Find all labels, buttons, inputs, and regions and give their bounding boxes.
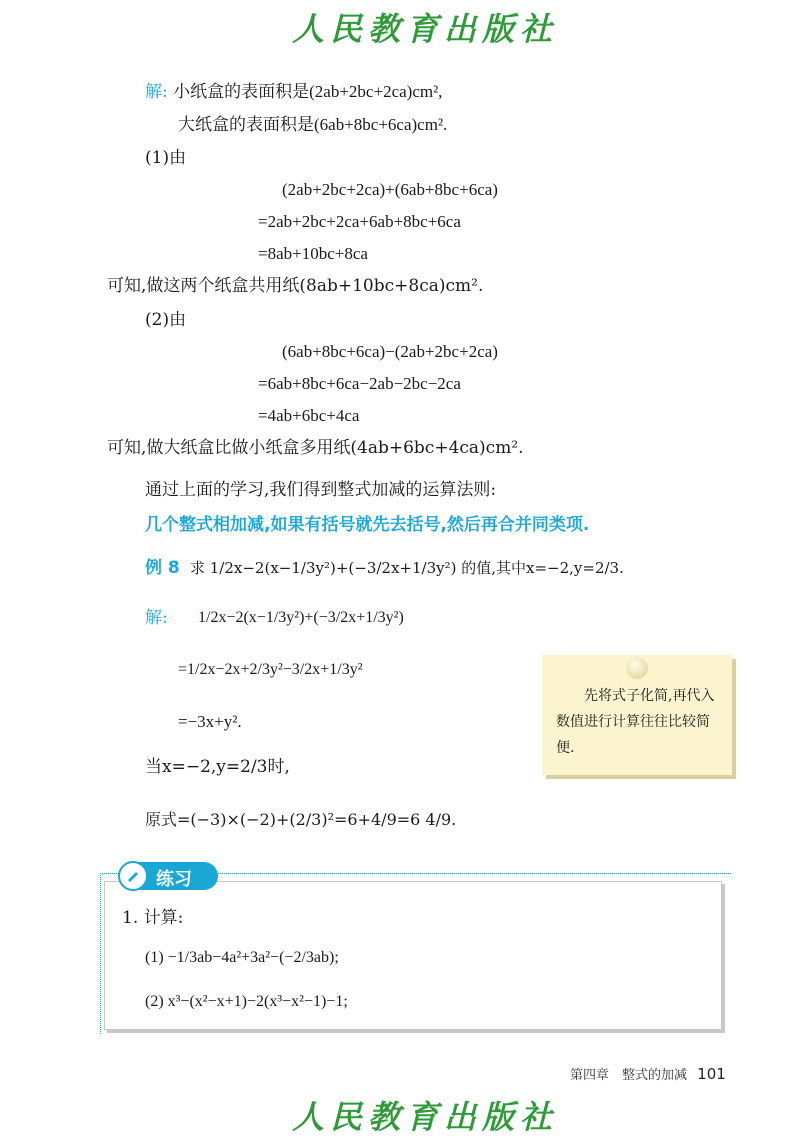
eq2-line2: =6ab+8bc+6ca−2ab−2bc−2ca xyxy=(258,374,461,393)
conclusion2: 可知,做大纸盒比做小纸盒多用纸(4ab+6bc+4ca)cm². xyxy=(107,438,524,458)
solution-label: 解: xyxy=(145,82,168,102)
eq2-line1: (6ab+8bc+6ca)−(2ab+2bc+2ca) xyxy=(282,342,498,361)
chapter-footer xyxy=(570,1064,726,1083)
eq1-line3: =8ab+10bc+8ca xyxy=(258,244,368,263)
solution-line-small xyxy=(145,80,442,104)
small-box-text: 小纸盒的表面积是 xyxy=(173,82,310,102)
solution-line-big xyxy=(178,113,447,137)
practice-title: 练习 xyxy=(156,869,192,890)
practice-item1: 1. 计算: xyxy=(122,908,184,928)
practice-tab xyxy=(122,862,218,890)
chapter-title: 第四章 整式的加减 xyxy=(570,1068,688,1083)
example8-line1: 1/2x−2(x−1/3y²)+(−3/2x+1/3y²) xyxy=(198,609,404,626)
example8-line3: =−3x+y². xyxy=(178,712,242,731)
conclusion1: 可知,做这两个纸盒共用纸(8ab+10bc+8ca)cm². xyxy=(107,276,484,296)
big-box-expr: (6ab+8bc+6ca)cm². xyxy=(314,115,448,134)
part1-label: (1)由 xyxy=(145,148,187,168)
part2-label: (2)由 xyxy=(145,310,187,330)
example8-solution-label: 解: xyxy=(145,608,168,628)
small-box-expr: (2ab+2bc+2ca)cm², xyxy=(309,82,443,101)
example8-line2: =1/2x−2x+2/3y²−3/2x+1/3y² xyxy=(178,661,363,678)
practice-sub2: (2) x³−(x²−x+1)−2(x³−x²−1)−1; xyxy=(145,993,348,1010)
publisher-logo-top: 人民教育出版社 xyxy=(292,10,559,48)
example8-result: 原式=(−3)×(−2)+(2/3)²=6+4/9=6 4/9. xyxy=(145,810,457,829)
tip-note-text: 先将式子化简,再代入数值进行计算往往比较简便. xyxy=(556,688,715,756)
practice-sub1: (1) −1/3ab−4a²+3a²−(−2/3ab); xyxy=(145,949,339,966)
page-number: 101 xyxy=(697,1065,726,1083)
example8-label: 例 8 xyxy=(145,558,180,578)
eq1-line2: =2ab+2bc+2ca+6ab+8bc+6ca xyxy=(258,212,461,231)
example8-when: 当x=−2,y=2/3时, xyxy=(145,757,290,777)
eq2-line3: =4ab+6bc+4ca xyxy=(258,406,360,425)
publisher-logo-bottom: 人民教育出版社 xyxy=(292,1098,559,1136)
pin-icon xyxy=(626,657,648,679)
eq1-line1: (2ab+2bc+2ca)+(6ab+8bc+6ca) xyxy=(282,180,498,199)
big-box-text: 大纸盒的表面积是 xyxy=(178,115,314,135)
tip-note xyxy=(542,655,732,775)
rule-statement: 几个整式相加减,如果有括号就先去括号,然后再合并同类项. xyxy=(145,515,590,535)
rule-intro: 通过上面的学习,我们得到整式加减的运算法则: xyxy=(145,480,497,500)
example8-question: 求 1/2x−2(x−1/3y²)+(−3/2x+1/3y²) 的值,其中x=−2,y=2/3. xyxy=(190,559,624,577)
pencil-icon xyxy=(118,861,148,891)
